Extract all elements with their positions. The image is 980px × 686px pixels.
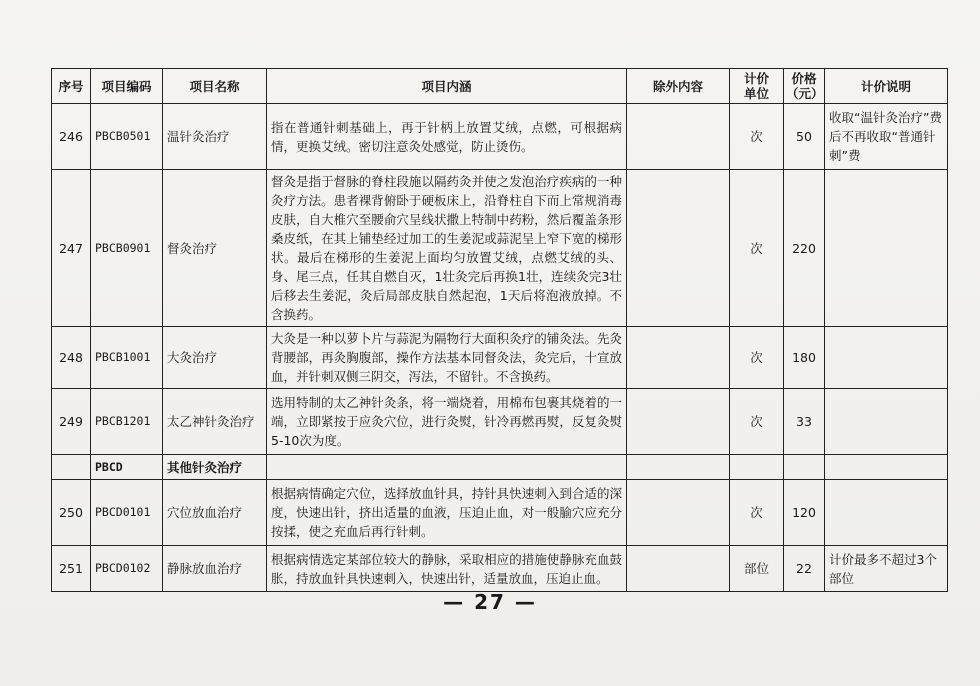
cell-name: 温针灸治疗 [163, 104, 267, 170]
cell-price: 220 [784, 170, 825, 327]
cell-price [784, 455, 825, 480]
table-row [52, 546, 948, 592]
cell-seq: 248 [52, 327, 91, 389]
table-row [52, 104, 948, 170]
header-unit: 计价 单位 [730, 69, 784, 104]
table-row [52, 170, 948, 327]
cell-code: PBCD0101 [91, 480, 163, 546]
cell-note [825, 389, 948, 455]
cell-excluded [627, 389, 730, 455]
table-header-row [52, 69, 948, 104]
cell-code: PBCD0102 [91, 546, 163, 592]
cell-code: PBCB0901 [91, 170, 163, 327]
cell-content: 根据病情选定某部位较大的静脉，采取相应的措施使静脉充血鼓胀，持放血针具快速刺入，快速出针，适量放血，压迫止血。 [267, 546, 627, 592]
cell-unit: 次 [730, 327, 784, 389]
cell-name: 静脉放血治疗 [163, 546, 267, 592]
cell-unit [730, 455, 784, 480]
cell-excluded [627, 327, 730, 389]
cell-note [825, 455, 948, 480]
cell-note [825, 480, 948, 546]
cell-name: 太乙神针灸治疗 [163, 389, 267, 455]
cell-note: 计价最多不超过3个部位 [825, 546, 948, 592]
cell-content: 根据病情确定穴位，选择放血针具，持针具快速刺入到合适的深度，快速出针，挤出适量的血液，压迫止血，对一般腧穴应充分按揉，使之充血后再行针刺。 [267, 480, 627, 546]
page-number: — 27 — [443, 590, 537, 614]
cell-price: 33 [784, 389, 825, 455]
cell-code: PBCB0501 [91, 104, 163, 170]
cell-name: 穴位放血治疗 [163, 480, 267, 546]
header-code: 项目编码 [91, 69, 163, 104]
cell-content [267, 455, 627, 480]
cell-name: 大灸治疗 [163, 327, 267, 389]
cell-seq [52, 455, 91, 480]
cell-content: 督灸是指于督脉的脊柱段施以隔药灸并使之发泡治疗疾病的一种灸疗方法。患者裸背俯卧于硬板床上，沿脊柱自下而上常规消毒皮肤，自大椎穴至腰俞穴呈线状撒上特制中药粉，然后覆盖条形桑皮纸，在其上铺垫经过加工的生姜泥或蒜泥呈上窄下宽的梯形状。最后在梯形的生姜泥上面均匀放置艾绒，点燃艾绒的头、身、尾三点，任其自燃自灭，1壮灸完后再换1壮，连续灸完3壮后移去生姜泥，灸后局部皮肤自然起泡，1天后将泡液放掉。不含换药。 [267, 170, 627, 327]
cell-content: 大灸是一种以萝卜片与蒜泥为隔物行大面积灸疗的铺灸法。先灸背腰部，再灸胸腹部，操作方法基本同督灸法，灸完后，十宣放血，并针刺双侧三阴交，泻法，不留针。不含换药。 [267, 327, 627, 389]
cell-code: PBCD [91, 455, 163, 480]
header-excluded: 除外内容 [627, 69, 730, 104]
cell-name: 其他针灸治疗 [163, 455, 267, 480]
category-row [52, 455, 948, 480]
table-row [52, 389, 948, 455]
cell-excluded [627, 480, 730, 546]
cell-excluded [627, 455, 730, 480]
cell-excluded [627, 546, 730, 592]
header-price: 价格 （元） [784, 69, 825, 104]
cell-note [825, 170, 948, 327]
cell-excluded [627, 104, 730, 170]
cell-price: 120 [784, 480, 825, 546]
header-note: 计价说明 [825, 69, 948, 104]
table-row [52, 480, 948, 546]
cell-price: 180 [784, 327, 825, 389]
header-seq: 序号 [52, 69, 91, 104]
cell-content: 指在普通针刺基础上，再于针柄上放置艾绒，点燃，可根据病情，更换艾绒。密切注意灸处感觉，防止烫伤。 [267, 104, 627, 170]
fee-table [51, 68, 948, 592]
cell-seq: 247 [52, 170, 91, 327]
cell-code: PBCB1001 [91, 327, 163, 389]
cell-note [825, 327, 948, 389]
cell-seq: 246 [52, 104, 91, 170]
cell-excluded [627, 170, 730, 327]
cell-price: 22 [784, 546, 825, 592]
cell-seq: 250 [52, 480, 91, 546]
cell-note: 收取“温针灸治疗”费后不再收取“普通针刺”费 [825, 104, 948, 170]
cell-unit: 部位 [730, 546, 784, 592]
cell-content: 选用特制的太乙神针灸条，将一端烧着，用棉布包裹其烧着的一端，立即紧按于应灸穴位，进行灸熨，针冷再燃再熨，反复灸熨5-10次为度。 [267, 389, 627, 455]
cell-unit: 次 [730, 104, 784, 170]
cell-price: 50 [784, 104, 825, 170]
cell-code: PBCB1201 [91, 389, 163, 455]
cell-unit: 次 [730, 480, 784, 546]
cell-name: 督灸治疗 [163, 170, 267, 327]
cell-seq: 251 [52, 546, 91, 592]
table-row [52, 327, 948, 389]
header-content: 项目内涵 [267, 69, 627, 104]
cell-seq: 249 [52, 389, 91, 455]
cell-unit: 次 [730, 389, 784, 455]
header-name: 项目名称 [163, 69, 267, 104]
cell-unit: 次 [730, 170, 784, 327]
